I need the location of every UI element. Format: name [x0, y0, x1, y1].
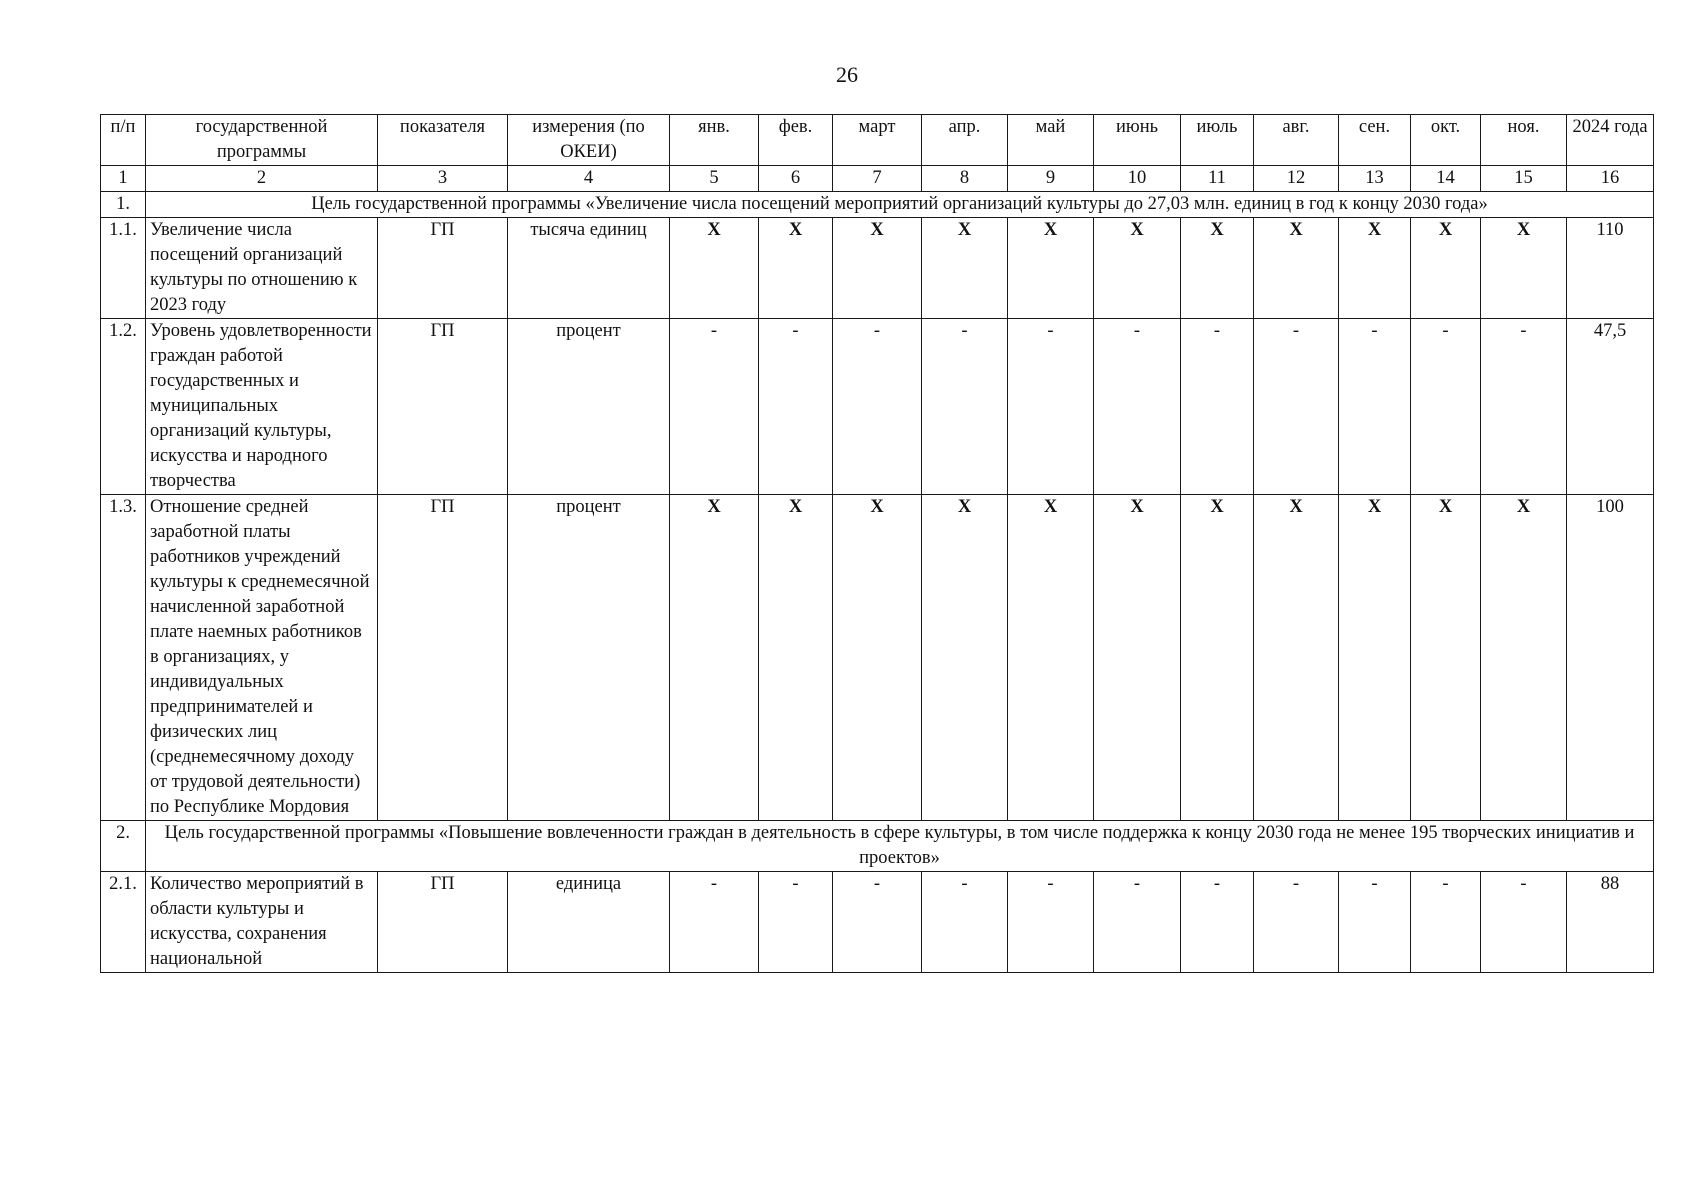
month-value: X — [759, 495, 833, 821]
month-value: - — [1481, 319, 1567, 495]
month-value: - — [922, 872, 1008, 973]
column-number: 14 — [1411, 166, 1481, 192]
unit-of-measure: процент — [508, 495, 670, 821]
column-number: 1 — [101, 166, 146, 192]
month-value: X — [1339, 495, 1411, 821]
indicator-level: ГП — [378, 495, 508, 821]
header-cell-month: март — [833, 115, 922, 166]
indicator-name: Отношение средней заработной платы работников учреждений культуры к среднемесячной начисленной заработной плате наемных работников в организациях, у индивидуальных предпринимателей и физических лиц (среднемесячному доходу от трудовой деятельности) по Республике Мордовия — [146, 495, 378, 821]
month-value: - — [1411, 872, 1481, 973]
goal-row — [101, 192, 1654, 218]
month-value: - — [833, 872, 922, 973]
month-value: X — [1411, 218, 1481, 319]
header-cell-month: янв. — [670, 115, 759, 166]
indicator-level: ГП — [378, 872, 508, 973]
goal-number: 2. — [101, 821, 146, 872]
column-number: 7 — [833, 166, 922, 192]
month-value: - — [1008, 319, 1094, 495]
column-number: 2 — [146, 166, 378, 192]
unit-of-measure: единица — [508, 872, 670, 973]
indicator-row — [101, 872, 1654, 973]
column-number-row — [101, 166, 1654, 192]
month-value: - — [1094, 872, 1181, 973]
month-value: X — [1339, 218, 1411, 319]
month-value: X — [1181, 495, 1254, 821]
month-value: X — [1481, 495, 1567, 821]
column-number: 10 — [1094, 166, 1181, 192]
month-value: X — [1254, 218, 1339, 319]
month-value: X — [1181, 218, 1254, 319]
header-cell-year: 2024 года — [1567, 115, 1654, 166]
indicator-level: ГП — [378, 218, 508, 319]
indicator-row — [101, 319, 1654, 495]
month-value: - — [922, 319, 1008, 495]
header-cell-month: авг. — [1254, 115, 1339, 166]
column-number: 5 — [670, 166, 759, 192]
month-value: - — [1411, 319, 1481, 495]
unit-of-measure: тысяча единиц — [508, 218, 670, 319]
column-number: 15 — [1481, 166, 1567, 192]
month-value: - — [1181, 319, 1254, 495]
year-value: 110 — [1567, 218, 1654, 319]
header-cell-month: ноя. — [1481, 115, 1567, 166]
goal-text: Цель государственной программы «Увеличение числа посещений мероприятий организаций культуры до 27,03 млн. единиц в год к концу 2030 года» — [146, 192, 1654, 218]
month-value: X — [833, 495, 922, 821]
month-value: X — [833, 218, 922, 319]
header-cell-month: окт. — [1411, 115, 1481, 166]
month-value: X — [670, 218, 759, 319]
month-value: X — [670, 495, 759, 821]
indicator-name: Количество мероприятий в области культуры и искусства, сохранения национальной — [146, 872, 378, 973]
month-value: X — [1008, 495, 1094, 821]
header-cell-month: июль — [1181, 115, 1254, 166]
header-cell-month: апр. — [922, 115, 1008, 166]
month-value: X — [1481, 218, 1567, 319]
goal-text: Цель государственной программы «Повышение вовлеченности граждан в деятельность в сфере культуры, в том числе поддержка к концу 2030 года не менее 195 творческих инициатив и проектов» — [146, 821, 1654, 872]
column-number: 12 — [1254, 166, 1339, 192]
month-value: X — [1411, 495, 1481, 821]
month-value: X — [1094, 218, 1181, 319]
column-number: 9 — [1008, 166, 1094, 192]
month-value: - — [1094, 319, 1181, 495]
indicators-table — [100, 114, 1654, 973]
month-value: - — [1181, 872, 1254, 973]
month-value: - — [1254, 872, 1339, 973]
header-cell: государственной программы — [146, 115, 378, 166]
month-value: X — [922, 495, 1008, 821]
month-value: - — [1254, 319, 1339, 495]
year-value: 88 — [1567, 872, 1654, 973]
column-number: 13 — [1339, 166, 1411, 192]
month-value: X — [759, 218, 833, 319]
year-value: 47,5 — [1567, 319, 1654, 495]
column-number: 4 — [508, 166, 670, 192]
year-value: 100 — [1567, 495, 1654, 821]
month-value: - — [1339, 872, 1411, 973]
row-number: 1.3. — [101, 495, 146, 821]
month-value: - — [1008, 872, 1094, 973]
month-value: - — [759, 872, 833, 973]
unit-of-measure: процент — [508, 319, 670, 495]
row-number: 1.2. — [101, 319, 146, 495]
month-value: X — [1008, 218, 1094, 319]
column-number: 3 — [378, 166, 508, 192]
row-number: 2.1. — [101, 872, 146, 973]
month-value: - — [759, 319, 833, 495]
month-value: - — [1481, 872, 1567, 973]
header-cell-month: сен. — [1339, 115, 1411, 166]
goal-number: 1. — [101, 192, 146, 218]
indicator-level: ГП — [378, 319, 508, 495]
month-value: X — [1094, 495, 1181, 821]
goal-row — [101, 821, 1654, 872]
table-header-row — [101, 115, 1654, 166]
month-value: X — [1254, 495, 1339, 821]
month-value: X — [922, 218, 1008, 319]
month-value: - — [670, 319, 759, 495]
column-number: 16 — [1567, 166, 1654, 192]
row-number: 1.1. — [101, 218, 146, 319]
column-number: 11 — [1181, 166, 1254, 192]
page-number: 26 — [836, 62, 858, 87]
header-cell-month: июнь — [1094, 115, 1181, 166]
header-cell-month: фев. — [759, 115, 833, 166]
header-cell: п/п — [101, 115, 146, 166]
indicator-row — [101, 495, 1654, 821]
column-number: 6 — [759, 166, 833, 192]
month-value: - — [833, 319, 922, 495]
month-value: - — [1339, 319, 1411, 495]
indicator-name: Увеличение числа посещений организаций культуры по отношению к 2023 году — [146, 218, 378, 319]
month-value: - — [670, 872, 759, 973]
header-cell: измерения (по ОКЕИ) — [508, 115, 670, 166]
indicator-row — [101, 218, 1654, 319]
header-cell: показателя — [378, 115, 508, 166]
column-number: 8 — [922, 166, 1008, 192]
header-cell-month: май — [1008, 115, 1094, 166]
indicator-name: Уровень удовлетворенности граждан работой государственных и муниципальных организаций культуры, искусства и народного творчества — [146, 319, 378, 495]
